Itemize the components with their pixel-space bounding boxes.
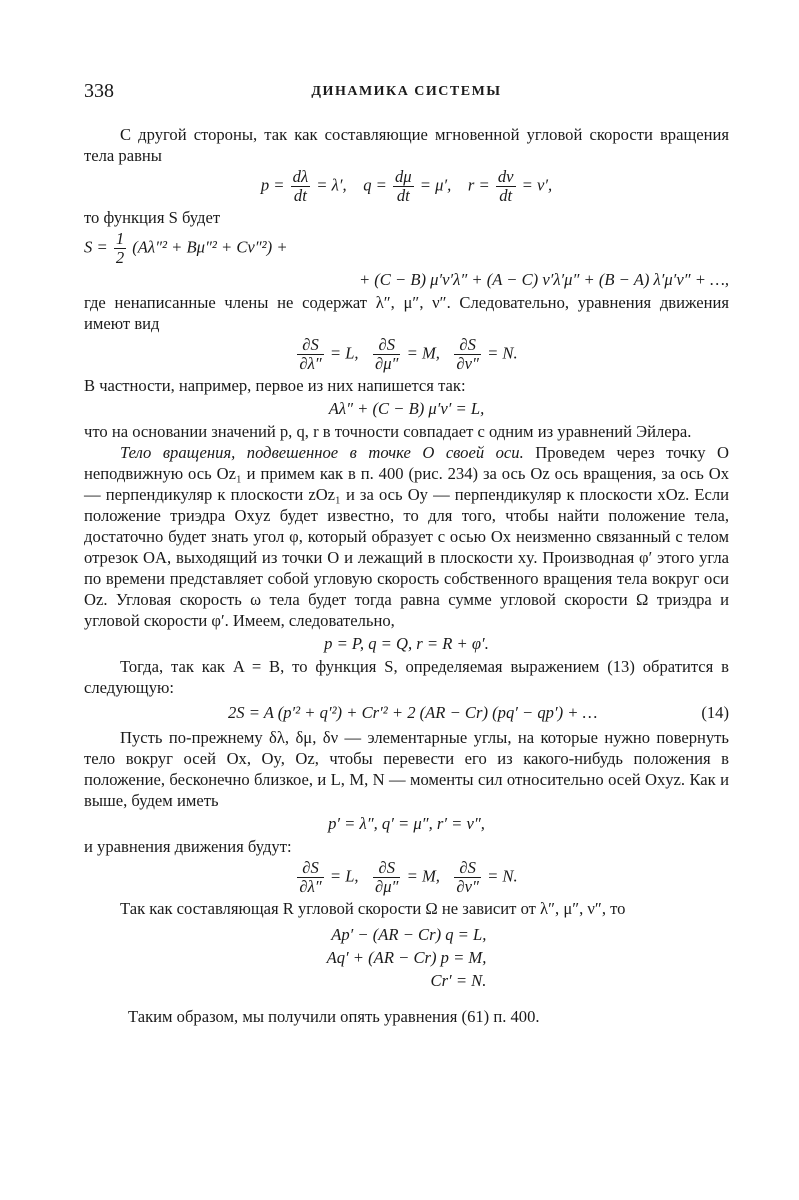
equation-S-line2: + (C − B) μ′ν′λ″ + (A − C) ν′λ′μ″ + (B − A) λ′μ′ν″ + …, (358, 270, 729, 289)
section-title: Тело вращения, подвешенное в точке O своей оси. (120, 443, 524, 462)
paragraph-8: Пусть по-прежнему δλ, δμ, δν — элементарные углы, на которые нужно повернуть тело вокруг осей Ox, Oy, Oz, чтобы перевести его из какого-нибудь положения в положение, бесконечно близкое, и L, M, N — моменты сил относительно осей Oxyz. Как и выше, будем иметь (84, 728, 729, 810)
equation-14-formula: 2S = A (p′² + q′²) + Cr′² + 2 (AR − Cr) (pq′ − qp′) + … (227, 703, 598, 722)
equation-system (327, 923, 487, 992)
paragraph-6: Тело вращения, подвешенное в точке O своей оси. Проведем через точку O неподвижную ось Oz₁ и примем как в п. 400 (рис. 234) за ось Oz ось вращения, за ось Ox — перпендикуляр к плоскости zOz₁ и за ось Oy — перпендикуляр к плоскости xOz. Если положение триэдра Oxyz будет известно, то для того, чтобы найти положение тела, достаточно будет знать угол φ, который образует с осью Ox неизменно связанный с телом отрезок OA, выходящий из точки O и лежащий в плоскости xy. Производная φ′ этого угла по времени представляет собой угловую скорость собственного вращения тела вокруг оси Oz. Угловая скорость ω тела будет тогда равна сумме угловой скорости Ω триэдра и угловой скорости φ′. Имеем, следовательно, (84, 443, 729, 630)
page-body (84, 124, 729, 1027)
equation-14 (84, 702, 729, 723)
paragraph-5: что на основании значений p, q, r в точности совпадает с одним из уравнений Эйлера. (84, 422, 692, 441)
paragraph-1: С другой стороны, так как составляющие мгновенной угловой скорости вращения тела равны (84, 125, 729, 165)
paragraph-11: Таким образом, мы получили опять уравнения (61) п. 400. (128, 1007, 540, 1026)
paragraph-2: то функция S будет (84, 208, 221, 227)
paragraph-4: В частности, например, первое из них напишется так: (84, 376, 466, 395)
equation-pqr: p = P, q = Q, r = R + φ′. (324, 634, 489, 653)
paragraph-3: где ненаписанные члены не содержат λ″, μ″, ν″. Следовательно, уравнения движения имеют вид (84, 293, 729, 333)
equation-derivatives: p′ = λ″, q′ = μ″, r′ = ν″, (328, 814, 485, 833)
equation-number: (14) (701, 703, 729, 722)
paragraph-7: Тогда, так как A = B, то функция S, определяемая выражением (13) обратится в следующую: (84, 657, 729, 697)
paragraph-9: и уравнения движения будут: (84, 837, 292, 856)
system-line-1: Ap′ − (AR − Cr) q = L, (331, 925, 487, 944)
equation-S-line1: S = $\frac{1}{2}$ (Aλ″² + Bμ″² + Cν″²) + (84, 229, 288, 267)
system-line-2: Aq′ + (AR − Cr) p = M, (326, 948, 487, 967)
page-header (84, 80, 729, 108)
page-number: 338 (84, 80, 114, 102)
paragraph-10: Так как составляющая R угловой скорости Ω не зависит от λ″, μ″, ν″, то (120, 899, 626, 918)
equation-euler: Aλ″ + (C − B) μ′ν′ = L, (328, 399, 485, 418)
system-line-3: Cr′ = N. (430, 971, 487, 990)
equation-motion-1: $\frac{\partial S}{\partial\lambda''}$ = L, $\frac{\partial S}{\partial\mu''}$ = M, $\frac{\partial S}{\partial\nu''}$ = N. (299, 335, 518, 373)
equation-motion-2: $\frac{\partial S}{\partial\lambda''}$ = L, $\frac{\partial S}{\partial\mu''}$ = M, $\frac{\partial S}{\partial\nu''}$ = N. (299, 858, 518, 896)
equation-angular-velocity: p = $\frac{d\lambda}{dt}$ = λ′, q = $\frac{d\mu}{dt}$ = μ′, r = $\frac{d\nu}{dt}$ = ν′, (260, 167, 553, 205)
running-head: ДИНАМИКА СИСТЕМЫ (311, 84, 502, 99)
